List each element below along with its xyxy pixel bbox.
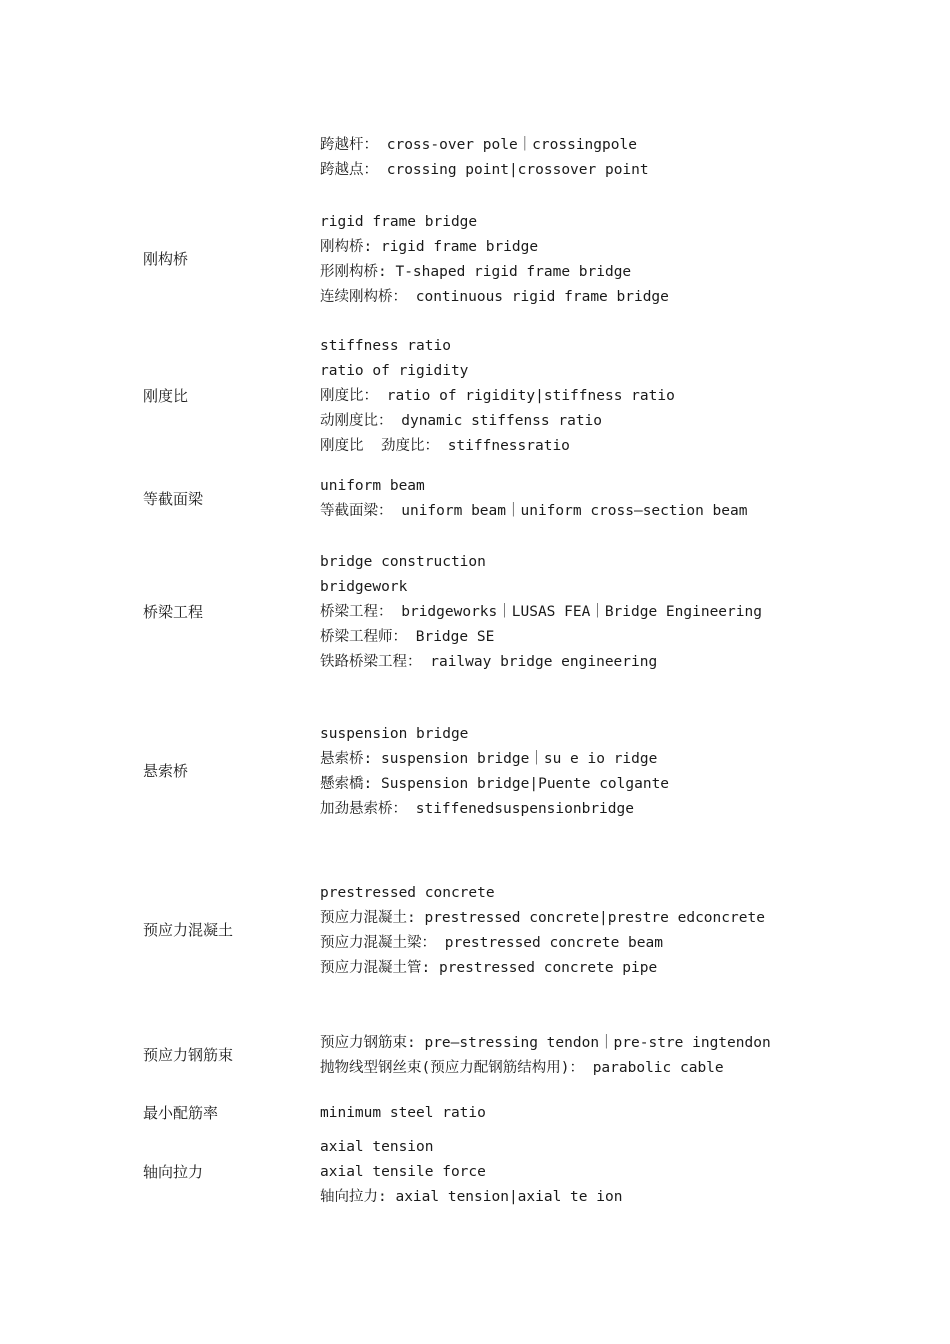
term-label: 刚构桥 [143, 250, 189, 268]
entry-line: 桥梁工程师： Bridge SE [320, 629, 495, 645]
entry-line: 刚度比 劲度比： stiffnessratio [320, 438, 570, 454]
term-label: 预应力混凝土 [143, 921, 234, 939]
entry-line: 桥梁工程： bridgeworks｜LUSAS FEA｜Bridge Engineering [320, 604, 762, 620]
entry-line: 懸索橋: Suspension bridge|Puente colgante [320, 776, 670, 792]
term-label: 轴向拉力 [143, 1163, 204, 1181]
entry-line: 预应力混凝土梁： prestressed concrete beam [320, 935, 663, 951]
entry-line: 预应力混凝土: prestressed concrete|prestre edconcrete [320, 910, 765, 926]
entry-line: rigid frame bridge [320, 214, 478, 230]
entry-line: 刚度比： ratio of rigidity|stiffness ratio [320, 388, 675, 404]
intro-line: 跨越点： crossing point|crossover point [320, 162, 649, 178]
entry-line: ratio of rigidity [320, 363, 469, 379]
entry-line: axial tensile force [320, 1164, 486, 1180]
entry-line: 加劲悬索桥： stiffenedsuspensionbridge [320, 801, 634, 817]
entry-line: 刚构桥: rigid frame bridge [320, 239, 539, 255]
term-label: 刚度比 [143, 387, 189, 405]
term-label: 预应力钢筋束 [143, 1046, 234, 1064]
entry-line: 等截面梁： uniform beam｜uniform cross—section beam [320, 503, 748, 519]
term-label: 悬索桥 [143, 762, 189, 780]
entry-line: bridge construction [320, 554, 486, 570]
entry-line: 形刚构桥: T-shaped rigid frame bridge [320, 264, 632, 280]
entry-line: 预应力混凝土管: prestressed concrete pipe [320, 960, 658, 976]
entry-line: 抛物线型钢丝束(预应力配钢筋结构用)： parabolic cable [320, 1060, 724, 1076]
entry-line: 轴向拉力: axial tension|axial te ion [320, 1189, 623, 1205]
entry-line: 连续刚构桥： continuous rigid frame bridge [320, 289, 669, 305]
entry-line: 铁路桥梁工程： railway bridge engineering [320, 654, 658, 670]
entry-line: 动刚度比： dynamic stiffenss ratio [320, 413, 603, 429]
entry-line: axial tension [320, 1139, 434, 1155]
entry-line: bridgework [320, 579, 408, 595]
entry-line: stiffness ratio [320, 338, 451, 354]
term-label: 最小配筋率 [143, 1104, 219, 1122]
entry-line: uniform beam [320, 478, 425, 494]
entry-line: prestressed concrete [320, 885, 495, 901]
entry-line: 预应力钢筋束: pre—stressing tendon｜pre-stre ingtendon [320, 1035, 771, 1051]
entry-line: suspension bridge [320, 726, 469, 742]
term-label: 等截面梁 [143, 490, 204, 508]
entry-line: minimum steel ratio [320, 1105, 486, 1121]
intro-line: 跨越杆： cross-over pole｜crossingpole [320, 137, 637, 153]
term-label: 桥梁工程 [143, 603, 204, 621]
entry-line: 悬索桥: suspension bridge｜su e io ridge [320, 751, 658, 767]
